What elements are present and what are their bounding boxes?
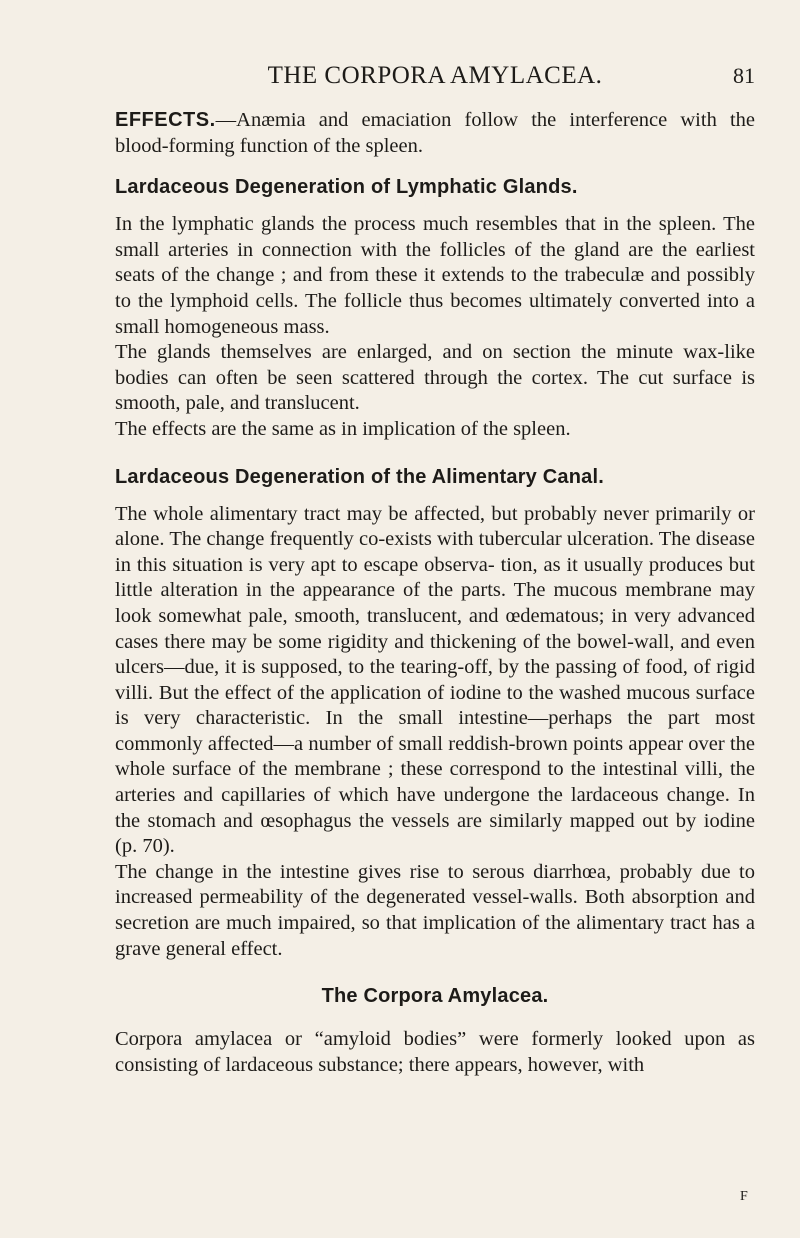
paragraph: The effects are the same as in implication of the spleen. <box>115 417 571 440</box>
paragraph: Corpora amylacea or “amyloid bodies” were formerly looked upon as consisting of lardaceous substance; there appears, however, with <box>115 1028 755 1076</box>
effects-lead: EFFECTS. <box>115 109 216 131</box>
section-heading-lymphatic: Lardaceous Degeneration of Lymphatic Glands. <box>115 176 578 199</box>
running-title: THE CORPORA AMYLACEA. <box>267 62 603 89</box>
signature-mark: F <box>740 1189 748 1204</box>
section-heading-alimentary: Lardaceous Degeneration of the Alimentary Canal. <box>115 465 604 488</box>
paragraph: The whole alimentary tract may be affected, but probably never primarily or alone. The change frequently co-exists with tubercular ulceration. The disease in this situation is very apt to escape observa- tion, as it usually produces but little alteration in the appearance of the parts. The mucous membrane may look somewhat pale, smooth, translucent, and œdematous; in very advanced cases there may be some rigidity and thickening of the bowel-wall, and even ulcers—due, it is supposed, to the tearing-off, by the passing of food, of rigid villi. But the effect of the application of iodine to the washed mucous surface is very characteristic. In the small intestine—perhaps the part most commonly affected—a number of small reddish-brown points appear over the whole surface of the membrane ; these correspond to the intestinal villi, the arteries and capillaries of which have undergone the lardaceous change. In the stomach and œsophagus the vessels are similarly mapped out by iodine (p. 70). <box>115 502 755 858</box>
running-head <box>115 60 755 92</box>
page-number: 81 <box>733 63 755 88</box>
page-body <box>115 108 755 1100</box>
paragraph: In the lymphatic glands the process much resembles that in the spleen. The small arteries in connection with the follicles of the gland are the earliest seats of the change ; and from these it extends to the trabeculæ and possibly to the lymphoid cells. The follicle thus becomes ultimately converted into a small homogeneous mass. <box>115 213 755 338</box>
section-heading-amylacea: The Corpora Amylacea. <box>321 985 549 1008</box>
effects-text: —Anæmia and emaciation follow the interference with the blood-forming function of the spleen. <box>115 109 755 157</box>
section-lymphatic-glands <box>115 175 755 442</box>
section-corpora-amylacea <box>115 984 755 1078</box>
paragraph: The glands themselves are enlarged, and on section the minute wax-like bodies can often be seen scattered through the cortex. The cut surface is smooth, pale, and translucent. <box>115 341 755 415</box>
paragraph: The change in the intestine gives rise to serous diarrhœa, probably due to increased permeability of the degenerated vessel-walls. Both absorption and secretion are much impaired, so that implication of the alimentary tract has a grave general effect. <box>115 860 755 960</box>
section-alimentary-canal <box>115 465 755 963</box>
effects-paragraph <box>115 108 755 159</box>
